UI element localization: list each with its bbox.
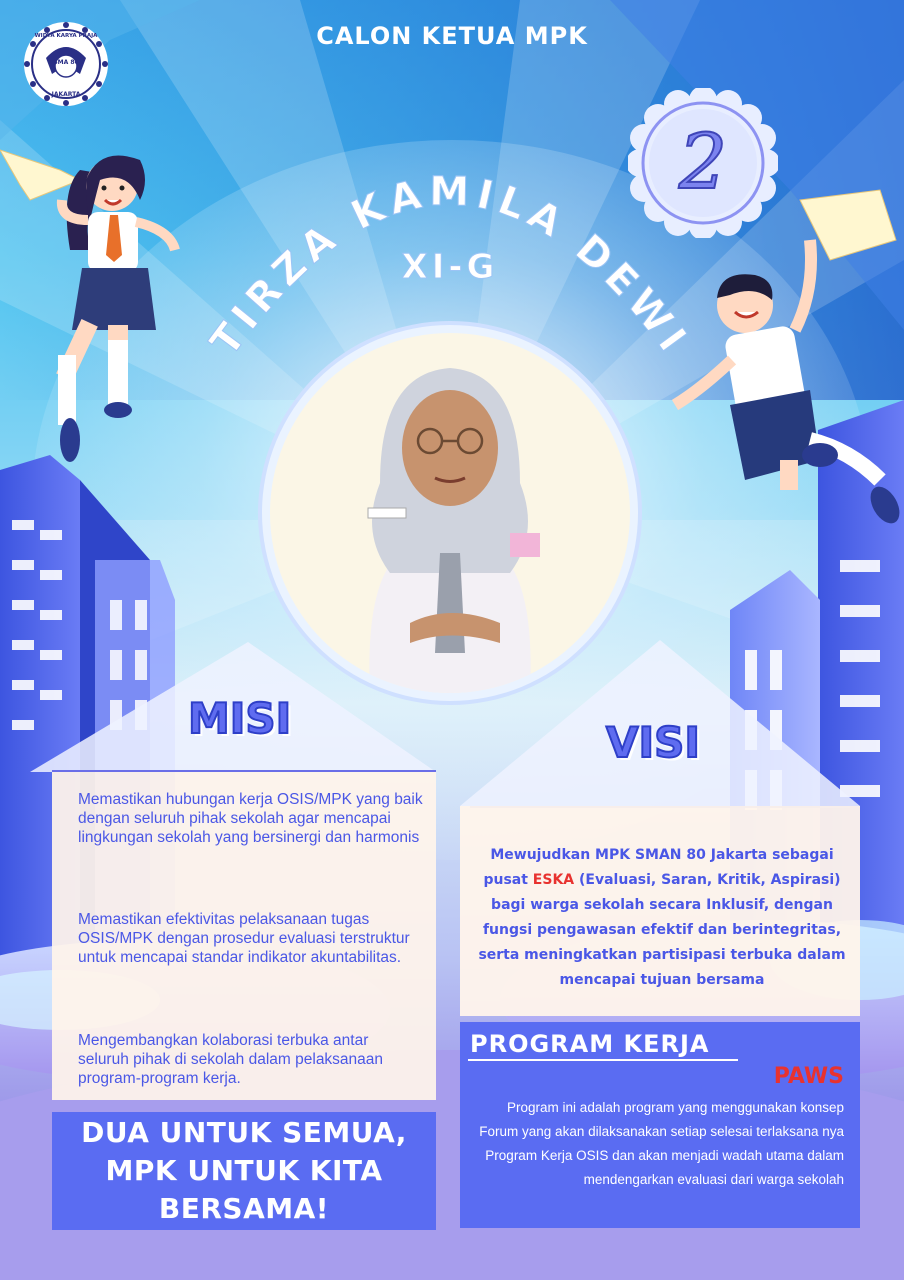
logo-ring-text: WIDYA KARYA PRAJA <box>34 33 98 39</box>
misi-heading: MISI <box>188 694 292 743</box>
slogan-line-2: MPK UNTUK KITA <box>105 1154 383 1187</box>
candidate-photo <box>270 333 630 693</box>
misi-item-3: Mengembangkan kolaborasi terbuka antar seluruh pihak di sekolah dalam pelaksanaan program-program kerja. <box>78 1032 384 1087</box>
visi-text <box>476 843 848 993</box>
program-kerja-underline <box>468 1059 738 1061</box>
program-name: PAWS <box>773 1064 844 1089</box>
visi-heading: VISI <box>606 718 701 767</box>
visi-text-before: Mewujudkan MPK SMAN 80 Jakarta sebagai pusat <box>483 847 834 888</box>
misi-item-1: Memastikan hubungan kerja OSIS/MPK yang baik dengan seluruh pihak sekolah agar mencapai lingkungan sekolah yang bersinergi dan harmonis <box>78 791 423 846</box>
visi-highlight: ESKA <box>532 872 575 888</box>
program-kerja-heading: PROGRAM KERJA <box>470 1030 710 1058</box>
slogan-line-3: BERSAMA! <box>158 1192 330 1225</box>
logo-bottom-text: JAKARTA <box>51 91 81 98</box>
program-description: Program ini adalah program yang menggunakan konsep Forum yang akan dilaksanakan setiap selesai terlaksana nya Program Kerja OSIS dan akan menjadi wadah utama dalam mendengarkan evaluasi dari warga sekolah <box>479 1100 844 1187</box>
logo-center-text: SMA 80 <box>53 59 79 66</box>
visi-text-after: (Evaluasi, Saran, Kritik, Aspirasi) bagi warga sekolah secara Inklusif, dengan fungsi pengawasan efektif dan berintegritas, serta meningkatkan partisipasi terbuka dalam mencapai tujuan bersama <box>478 872 846 988</box>
slogan <box>52 1114 436 1228</box>
candidate-number: 2 <box>678 117 728 206</box>
misi-item-2: Memastikan efektivitas pelaksanaan tugas OSIS/MPK dengan prosedur evaluasi terstruktur untuk mencapai standar indikator akuntabilitas. <box>78 911 410 966</box>
candidate-name: TIRZA KAMILA DEWI <box>201 168 699 365</box>
girl-student-illustration <box>0 140 200 480</box>
school-logo <box>22 20 110 108</box>
header-title: CALON KETUA MPK <box>316 22 588 50</box>
slogan-line-1: DUA UNTUK SEMUA, <box>81 1116 407 1149</box>
candidate-class: XI-G <box>401 247 499 287</box>
